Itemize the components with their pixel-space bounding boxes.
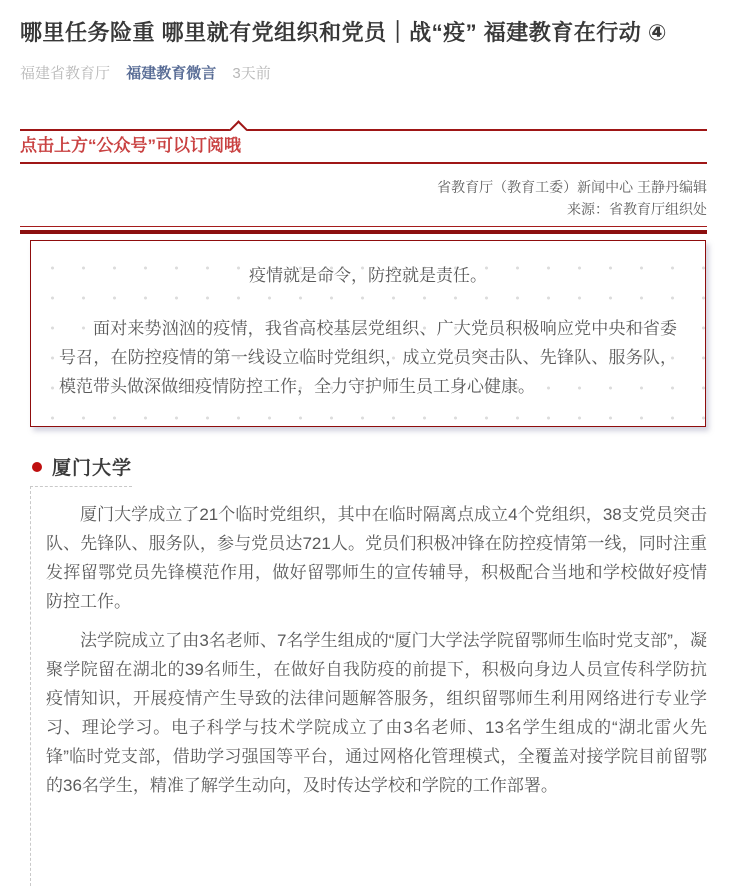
divider-thin-line	[20, 226, 707, 227]
section-body	[30, 486, 707, 886]
divider-thick-line	[20, 230, 707, 234]
subscribe-hint-text: 点击上方“公众号”可以订阅哦	[20, 136, 241, 155]
quote-box	[30, 240, 706, 427]
article-title: 哪里任务险重 哪里就有党组织和党员｜战“疫” 福建教育在行动 ④	[20, 20, 667, 45]
byline-block	[20, 176, 707, 220]
publish-time: 3天前	[232, 65, 271, 82]
subscribe-banner	[20, 129, 707, 164]
body-paragraph: 法学院成立了由3名老师、7名学生组成的“厦门大学法学院留鄂师生临时党支部”，凝聚学院留在湖北的39名师生，在做好自我防疫的前提下，积极向身边人员宣传科学防抗疫情知识，开展疫情产生导致的法律问题解答服务，组织留鄂师生利用网络进行专业学习、理论学习。电子科学与技术学院成立了由3名老师、13名学生组成的“湖北雷火先锋”临时党支部，借助学习强国等平台，通过网格化管理模式，全覆盖对接学院目前留鄂的36名学生，精准了解学生动向，及时传达学校和学院的工作部署。	[46, 631, 707, 795]
double-rule-divider	[20, 226, 707, 234]
quote-headline: 疫情就是命令，防控就是责任。	[249, 266, 487, 285]
source-name: 福建省教育厅	[20, 65, 111, 82]
section-title: 厦门大学	[52, 458, 133, 479]
quote-body: 面对来势汹汹的疫情，我省高校基层党组织、广大党员积极响应党中央和省委号召，在防控疫情的第一线设立临时党组织，成立党员突击队、先锋队、服务队，模范带头做深做细疫情防控工作，全力守护师生员工身心健康。	[59, 319, 677, 396]
article-meta	[20, 62, 707, 83]
official-account-link[interactable]: 福建教育微言	[126, 65, 217, 82]
editor-line: 省教育厅（教育工委）新闻中心 王静丹编辑	[437, 179, 707, 195]
red-bullet-icon	[32, 462, 42, 472]
body-paragraph: 厦门大学成立了21个临时党组织，其中在临时隔离点成立4个党组织，38支党员突击队、先锋队、服务队，参与党员达721人。党员们积极冲锋在防控疫情第一线，同时注重发挥留鄂党员先锋模范作用，做好留鄂师生的宣传辅导，积极配合当地和学校做好疫情防控工作。	[46, 505, 707, 611]
section-header-xiamen-university	[20, 453, 707, 480]
source-line: 来源：省教育厅组织处	[567, 201, 707, 217]
